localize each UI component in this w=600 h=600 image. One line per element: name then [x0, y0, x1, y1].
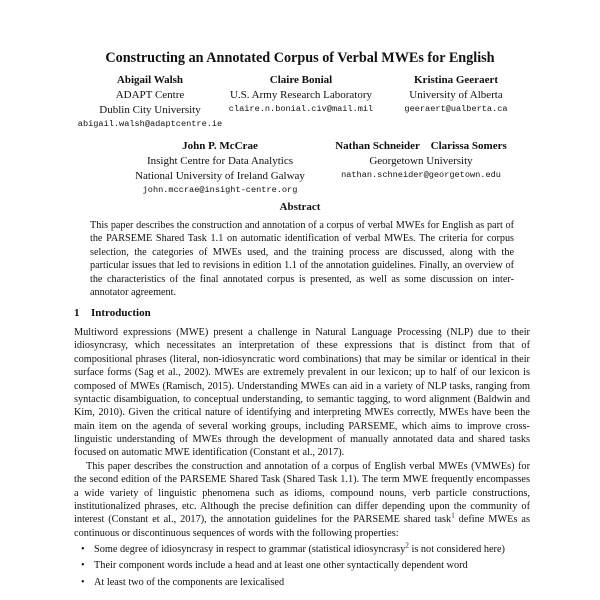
author-block-bonial [216, 73, 386, 116]
author-affiliation: U.S. Army Research Laboratory [229, 88, 373, 101]
paragraph [74, 460, 530, 540]
author-name: Claire Bonial [269, 74, 333, 86]
list-item [74, 559, 530, 572]
author-name: Kristina Geeraert [414, 74, 498, 86]
author-affiliation: National University of Ireland Galway [135, 169, 305, 182]
section-heading [74, 306, 151, 321]
list-item [74, 543, 530, 556]
author-email[interactable]: geeraert@ualberta.ca [404, 103, 508, 114]
list-item-text: At least two of the components are lexicalised [94, 576, 285, 588]
bullet-icon: • [81, 560, 85, 572]
author-email[interactable]: john.mccrae@insight-centre.org [142, 184, 298, 195]
author-email[interactable]: abigail.walsh@adaptcentre.ie [77, 118, 223, 129]
paragraph-text: This paper describes the construction and annotation of a corpus of English verbal MWEs (VMWEs) for the second edition of the PARSEME Shared Task (Shared Task 1.1). The term MWE frequently encompasses a wide variety of linguistic phenomena such as idioms, compound nouns, verb particle constructions, institutionalized phrases, etc. Although the precise definition can differ depending upon the community of interest (Constant et al., 2017), the annotation guidelines for the PARSEME shared task [74, 460, 530, 526]
body-text [74, 326, 530, 592]
author-affiliation: University of Alberta [409, 88, 503, 101]
author-email[interactable]: nathan.schneider@georgetown.edu [341, 169, 501, 180]
author-affiliation: ADAPT Centre [115, 88, 185, 101]
list-item-text: Their component words include a head and at least one other syntactically dependent word [94, 560, 468, 572]
section-title: Introduction [91, 307, 151, 319]
author-block-walsh [70, 73, 230, 131]
abstract-heading: Abstract [279, 201, 321, 213]
author-block-geeraert [386, 73, 526, 116]
author-block-mccrae [120, 139, 320, 197]
author-affiliation: Georgetown University [369, 154, 473, 167]
list-item-text: is not considered here) [408, 544, 505, 555]
author-name: John P. McCrae [182, 140, 258, 152]
list-item [74, 576, 530, 589]
author-name: Abigail Walsh [116, 74, 184, 86]
list-item-text: Some degree of idiosyncrasy in respect to grammar (statistical idiosyncrasy [94, 544, 406, 555]
footnote-marker[interactable]: 2 [405, 541, 409, 550]
author-email[interactable]: claire.n.bonial.civ@mail.mil [228, 103, 374, 114]
property-list [74, 543, 530, 589]
abstract-text: This paper describes the construction and annotation of a corpus of verbal MWEs for English as part of the PARSEME Shared Task 1.1 on automatic identification of verbal MWEs. The criteria for corpus selection, the categories of MWEs used, and the training process are discussed, along with the particular issues that led to revisions in edition 1.1 of the annotation guidelines. Finally, an overview of the characteristics of the final annotated corpus is presented, as well as some discussion on inter-annotator agreement. [90, 220, 514, 299]
bullet-icon: • [81, 544, 85, 555]
author-affiliation: Dublin City University [99, 103, 201, 116]
paper-title: Constructing an Annotated Corpus of Verbal MWEs for English [105, 50, 495, 66]
author-names: Nathan Schneider Clarissa Somers [335, 140, 507, 152]
paragraph: Multiword expressions (MWE) present a challenge in Natural Language Processing (NLP) due to their idiosyncrasy, which necessitates an interpretation of these expressions that is distinct from that of compositional phrases (literal, non-idiosyncratic word combinations) that may be similar or identical in their surface forms (Sag et al., 2002). MWEs are extremely prevalent in our lexicon; up to half of our lexicon is composed of MWEs (Ramisch, 2015). Understanding MWEs can aid in a variety of NLP tasks, ranging from syntactic disambiguation, to conceptual understanding, to semantic tagging, to word alignment (Baldwin and Kim, 2010). Given the critical nature of identifying and interpreting MWEs correctly, MWEs have been the main item on the agenda of several working groups, including PARSEME, which aims to improve cross-linguistic understanding of MWEs through the development of manually annotated data and shared tasks focused on automatic MWE identification (Constant et al., 2017). [74, 327, 530, 459]
section-number: 1 [74, 307, 80, 319]
author-block-schneider-somers [296, 139, 546, 182]
bullet-icon: • [81, 576, 85, 588]
footnote-marker[interactable]: 1 [451, 511, 455, 520]
author-affiliation: Insight Centre for Data Analytics [146, 154, 294, 167]
paragraph-text: define MWEs as continuous or discontinuous sequences of words with the following properties: [74, 514, 530, 539]
